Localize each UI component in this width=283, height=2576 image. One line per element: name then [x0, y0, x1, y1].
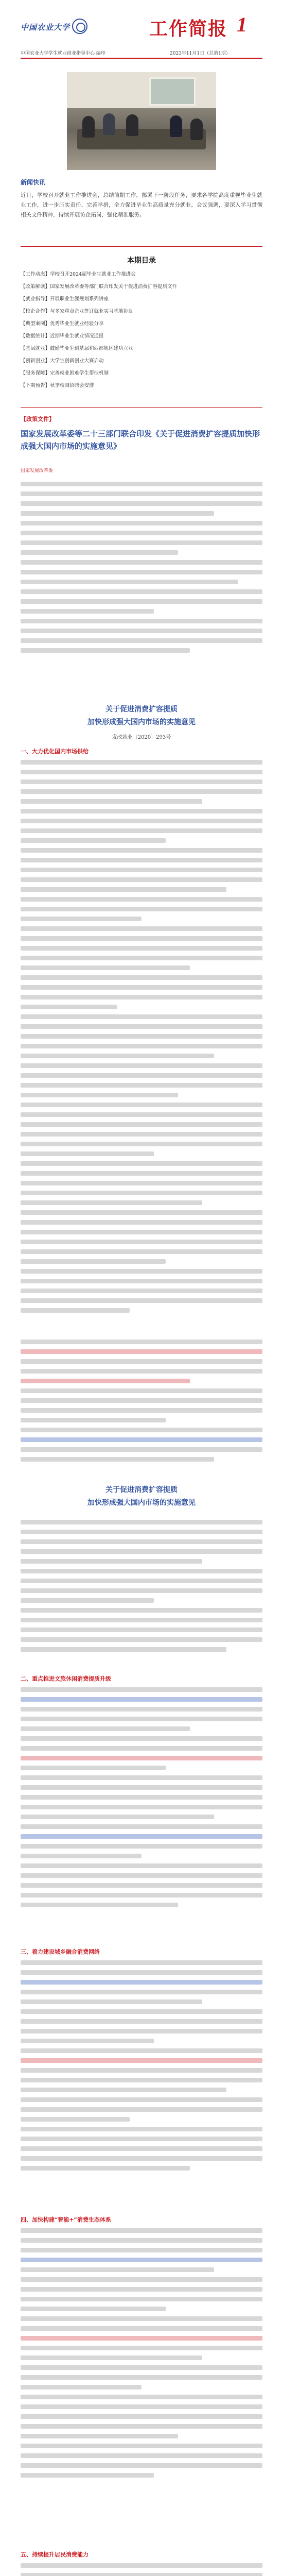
publisher-line: 中国农业大学学生就业创业指导中心 编印 [21, 51, 105, 56]
header-rule [21, 58, 262, 59]
brief-title: 工作简报 [149, 19, 228, 39]
section-heading-2: 二、重点推进文旅休闲消费提质升级 [21, 1675, 111, 1682]
section-heading-3: 三、着力建设城乡融合消费网络 [21, 1948, 100, 1955]
article-body-1 [21, 482, 262, 658]
news-intro: 近日，学校召开就业工作推进会，总结前期工作，部署下一阶段任务，要求各学院高度重视毕业生就业工作，进一步压实责任、完善举措，全力促进毕业生高质量充分就业。会议强调，要深入学习贯彻相关文件精神，持续开展访企拓岗，强化精准服务。 [21, 192, 262, 218]
logo-text: 中国农业大学 [21, 23, 70, 32]
divider [21, 407, 262, 408]
toc-title: 本期目录 [127, 257, 156, 265]
article-title: 国家发展改革委等二十三部门联合印发《关于促进消费扩容提质加快形成强大国内市场的实施意见》 [21, 429, 260, 451]
toc-item[interactable]: 【就业指导】开展职业生涯规划系列讲座 [21, 296, 109, 302]
news-label: 新闻快讯 [21, 179, 46, 186]
toc-item[interactable]: 【校企合作】与多家重点企业签订就业实习基地协议 [21, 309, 133, 314]
section-heading-1: 一、大力优化国内市场供给 [21, 748, 89, 755]
section-body-1 [21, 760, 262, 1318]
divider [21, 246, 262, 247]
toc-item[interactable]: 【政策解读】国家发展改革委等部门联合印发关于促进消费扩容提质文件 [21, 284, 178, 290]
toc-item[interactable]: 【典型案例】优秀毕业生就业经验分享 [21, 321, 104, 327]
section-body-2 [21, 1687, 262, 1912]
university-logo [21, 18, 93, 35]
article-source: 国家发展改革委 [21, 468, 54, 473]
doc-title-line-2: 加快形成强大国内市场的实施意见 [87, 718, 196, 726]
section-body-4 [21, 2228, 262, 2483]
issue-date-line: 2023年11月1日（总第1期） [170, 51, 231, 56]
toc-item[interactable]: 【下期预告】秋季校园招聘会安排 [21, 383, 94, 388]
doc-title-repeat-2: 加快形成强大国内市场的实施意见 [87, 1499, 196, 1507]
highlight-block [21, 1340, 262, 1467]
doc-title-repeat-1: 关于促进消费扩容提质 [105, 1486, 178, 1494]
section-body-5 [21, 2563, 262, 2576]
article-tag: 【政策文件】 [21, 416, 55, 422]
emblem-icon [72, 19, 87, 34]
section-body-1b [21, 1520, 262, 1657]
meeting-photo [67, 72, 216, 170]
toc-item[interactable]: 【服务保障】完善就业困难学生帮扶机制 [21, 370, 109, 376]
section-heading-5: 五、持续提升居民消费能力 [21, 2551, 89, 2558]
issue-number: 1 [237, 13, 247, 36]
doc-title-line-1: 关于促进消费扩容提质 [105, 705, 178, 714]
section-body-3 [21, 1960, 262, 2176]
brief-header [21, 14, 262, 45]
section-heading-4: 四、加快构建“智能+”消费生态体系 [21, 2216, 111, 2223]
toc-item[interactable]: 【数据统计】近期毕业生就业情况通报 [21, 333, 104, 339]
toc-item[interactable]: 【基层就业】鼓励毕业生到基层和西部地区建功立业 [21, 346, 133, 351]
toc-item[interactable]: 【创新创业】大学生创新创业大赛启动 [21, 358, 104, 364]
toc-item[interactable]: 【工作动态】学校召开2024届毕业生就业工作推进会 [21, 272, 136, 277]
doc-number: 发改就业〔2020〕293号 [112, 735, 171, 740]
